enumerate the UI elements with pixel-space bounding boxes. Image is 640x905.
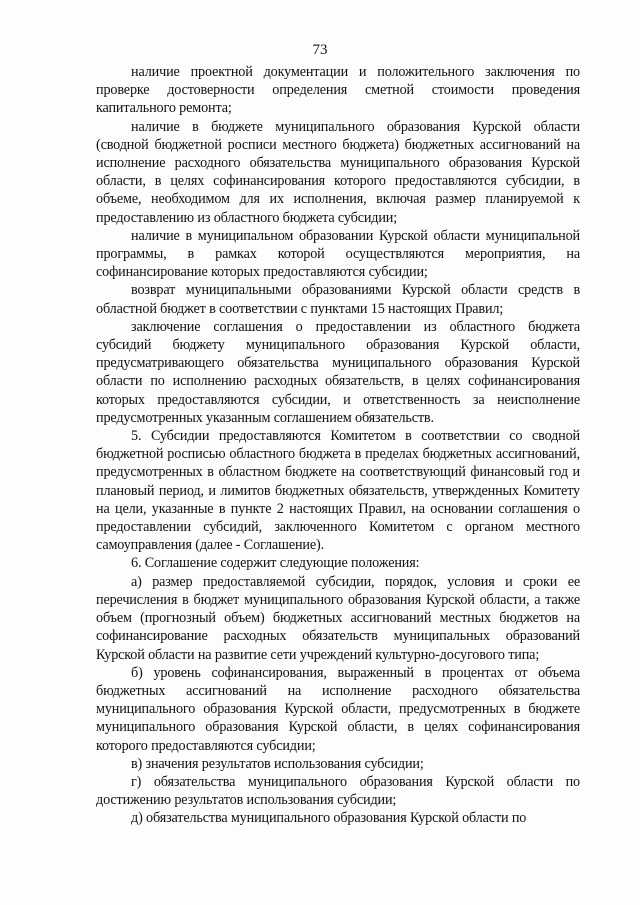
paragraph-item-6: 6. Соглашение содержит следующие положения: [131,555,420,572]
page-number: 73 [312,42,328,58]
paragraph-item-6b: б) уровень софинансирования, выраженный в процентах от объема бюджетных ассигнований на исполнение расходного обязательства муниципального образования Курской области, предусмотренных в бюджете муниципального образования Курской области, в целях софинансирования которого предоставляются субсидии; [96,664,580,754]
paragraph-item-5: 5. Субсидии предоставляются Комитетом в соответствии со сводной бюджетной росписью областного бюджета в пределах бюджетных ассигнований, предусмотренных в областном бюджете на соответствующий финансовый год и плановый период, и лимитов бюджетных обязательств, утвержденных Комитету на цели, указанные в пункте 2 настоящих Правил, на основании соглашения о предоставлении субсидий, заключенного Комитетом с органом местного самоуправления (далее - Соглашение). [96,428,580,554]
paragraph-item-6g: г) обязательства муниципального образования Курской области по достижению результатов использования субсидии; [96,773,580,809]
paragraph-project-documentation: наличие проектной документации и положительного заключения по проверке достоверности определения сметной стоимости проведения капитального ремонта; [96,64,580,117]
paragraph-funds-return: возврат муниципальными образованиями Курской области средств в областной бюджет в соответствии с пунктами 15 настоящих Правил; [96,282,580,317]
document-body [96,63,580,828]
paragraph-item-6d: д) обязательства муниципального образования Курской области по [131,810,527,827]
paragraph-item-6a: а) размер предоставляемой субсидии, порядок, условия и сроки ее перечисления в бюджет муниципального образования Курской области, а также объем (прогнозный объем) бюджетных ассигнований местных бюджетов на софинансирование расходных обязательств муниципальных образований Курской области на развитие сети учреждений культурно-досугового типа; [96,573,580,663]
paragraph-item-6v: в) значения результатов использования субсидии; [131,755,424,772]
paragraph-agreement-conclusion: заключение соглашения о предоставлении из областного бюджета субсидий бюджету муниципального образования Курской области, предусматривающего обязательства муниципального образования Курской области по исполнению расходных обязательств, в целях софинансирования которых предоставляются субсидии, и ответственность за неисполнение предусмотренных указанным соглашением обязательств. [96,318,580,426]
paragraph-budget-allocations: наличие в бюджете муниципального образования Курской области (сводной бюджетной росписи местного бюджета) бюджетных ассигнований на исполнение расходного обязательства муниципального образования Курской области, в целях софинансирования которого предоставляются субсидии, в объеме, необходимом для их исполнения, включая размер планируемой к предоставлению из областного бюджета субсидии; [96,118,580,226]
paragraph-municipal-program: наличие в муниципальном образовании Курской области муниципальной программы, в рамках которой осуществляются мероприятия, на софинансирование которых предоставляются субсидии; [96,227,580,281]
